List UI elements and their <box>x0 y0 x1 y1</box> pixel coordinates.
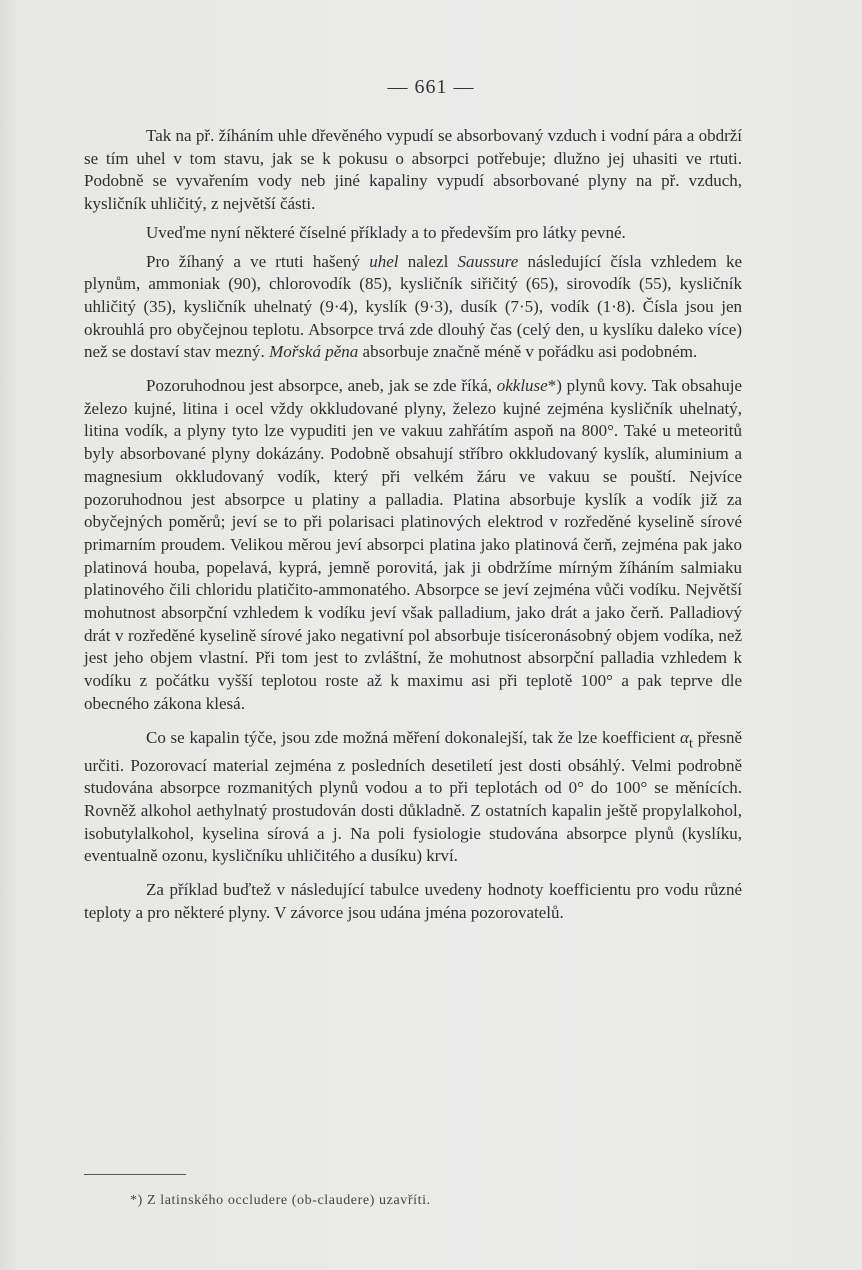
text-run: následující čísla vzhledem ke plynům, ammoniak (90), chlorovodík (85), kysličník siřičitý (65), sirovodík (55), kysličník uhličitý (35), kysličník uhelnatý (9·4), kyslík (9·3), dusík (7·5), vodík (1·8). Čísla jsou jen okrouhlá pro obyčejnou teplotu. Absorpce trvá zde dlouhý čas (celý den, u kyslíku daleko více) než se dostaví stav mezný. <box>84 251 742 362</box>
text-run: Pozoruhodnou jest absorpce, aneb, jak se zde říká, <box>146 376 497 396</box>
body-text <box>84 125 742 925</box>
page-number: — 661 — <box>387 76 475 98</box>
italic-run: Saussure <box>457 251 519 271</box>
text-run: absorbuje značně méně v pořádku asi podobném. <box>358 342 698 362</box>
text-run: *) plynů kovy. Tak obsahuje železo kujné, litina i ocel vždy okkludované plyny, železo kujné zejména kysličník uhelnatý, litina vodík, a plyny tyto lze vypuditi jen ve vakuu zahřátím aspoň na 800°. Také u meteoritů byly absorbované plyny dokázány. Podobně obsahují stříbro okkludovaný kyslík, aluminium a magnesium okkludovaný vodík, který při velkém žáru ve vakuu se pouští. Nejvíce pozoruhodnou jest absorpce u platiny a palladia. Platina absorbuje kyslík a vodík již za obyčejných poměrů; jeví se to při polarisaci platinových elektrod v rozředěné kyselině sírové primarním proudem. Velikou měrou jeví absorpci platina jako platinová čerň, zejména pak jako platinová houba, popelavá, kyprá, jemně porovitá, jak ji obdržíme mírným žíháním salmiaku platinového čili chloridu platičito-ammonatého. Absorpce se jeví zejména vůči vodíku. Největší mohutnost absorpční vzhledem k vodíku jeví však palladium, jako drát a jako čerň. Palladiový drát v rozředěné kyselině sírové jako negativní pol absorbuje tisíceronásobný objem vodíka, než jest jeho objem vlastní. Při tom jest to zvláštní, že mohutnost absorpční palladia vzhledem k vodíku z počátku vyšší teplotou roste až k maximu asi při teplotě 100° a pak teprve dle obecného zákona klesá. <box>84 376 742 713</box>
footnote: *) Z latinského occludere (ob-claudere) uzavříti. <box>130 1193 431 1208</box>
text-run: Uveďme nyní některé číselné příklady a to především pro látky pevné. <box>146 222 626 242</box>
paragraph <box>84 222 742 245</box>
italic-run: uhel <box>369 251 399 271</box>
italic-run: okkluse <box>496 376 548 396</box>
text-run: nalezl <box>398 251 458 271</box>
text-run: Tak na př. žíháním uhle dřevěného vypudí se absorbovaný vzduch i vodní pára a obdrží se tím uhel v tom stavu, jak se k pokusu o absorpci potřebuje; dlužno jej uhasiti ve rtuti. Podobně se vyvařením vody neb jiné kapaliny vypudí absorbované plyny na př. vzduch, kysličník uhličitý, z největší části. <box>84 126 742 214</box>
italic-run: Mořská pěna <box>269 342 359 362</box>
text-run: Co se kapalin týče, jsou zde možná měření dokonalejší, tak že lze koefficient <box>146 727 681 747</box>
paragraph <box>84 125 742 216</box>
text-run: přesně určiti. Pozorovací material zejména z posledních desetiletí jest dosti obsáhlý. Velmi podrobně studována absorpce rozmanitých plynů vodou a to při teplotách od 0° do 100° se měnících. Rovněž alkohol aethylnatý prostudován dosti důkladně. Z ostatních kapalin ještě propylalkohol, isobutylalkohol, kyselina sírová a j. Na poli fysiologie studována absorpce plynů (kyslíku, eventualně ozonu, kysličníku uhličitého a dusíku) krví. <box>84 727 742 866</box>
paragraph <box>84 375 742 716</box>
footnote-divider <box>84 1174 186 1175</box>
text-run: Pro žíhaný a ve rtuti hašený <box>146 251 370 271</box>
subscript-run: t <box>688 734 693 751</box>
paragraph <box>84 727 742 869</box>
paragraph <box>84 251 742 365</box>
paragraph <box>84 879 742 924</box>
italic-run: α <box>680 727 689 747</box>
text-run: Za příklad buďtež v následující tabulce uvedeny hodnoty koefficientu pro vodu různé teploty a pro některé plyny. V závorce jsou udána jména pozorovatelů. <box>84 880 742 922</box>
